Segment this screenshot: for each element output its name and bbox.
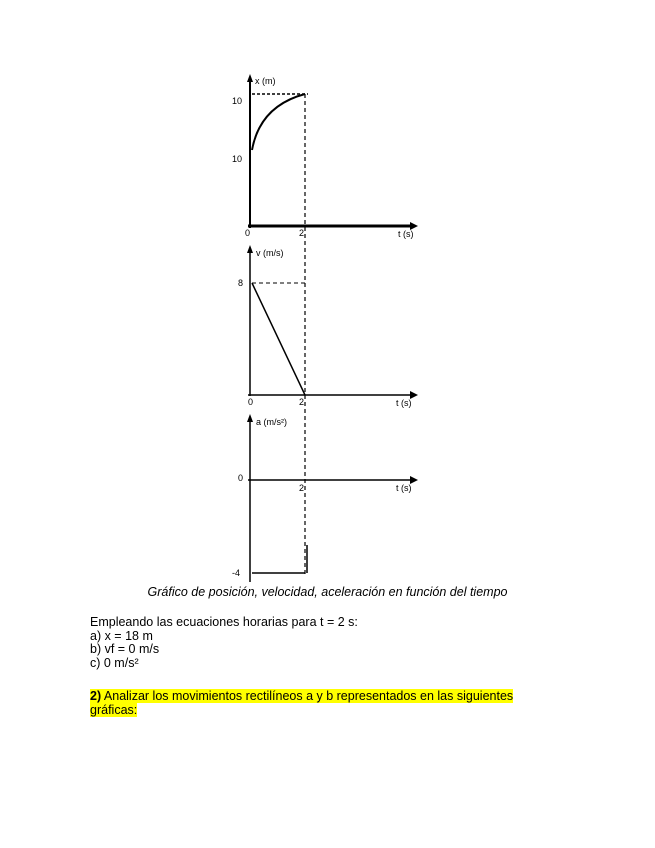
acceleration-xlabel: t (s) [396,483,412,493]
velocity-ytick-8: 8 [238,278,244,288]
answer-block [90,616,358,670]
answer-a: a) x = 18 m [90,628,153,643]
acceleration-ytick-neg4: -4 [232,568,241,578]
answer-c: c) 0 m/s² [90,655,139,670]
velocity-xtick-2: 2 [299,397,305,407]
problem-2-line2: gráficas: [90,702,138,717]
position-ytick-mid: 10 [232,154,243,164]
problem-2-number: 2) [90,689,102,703]
velocity-graph [238,245,418,408]
position-xtick-0: 0 [245,228,251,238]
position-xlabel: t (s) [398,229,414,239]
acceleration-graph [232,414,418,582]
position-curve [252,94,305,150]
position-xtick-2: 2 [299,228,305,238]
velocity-ylabel: v (m/s) [256,248,284,258]
position-ytick-top: 10 [232,96,243,106]
velocity-line [252,283,305,395]
problem-2-line1: Analizar los movimientos rectilíneos a y b representados en las siguientes [101,689,514,703]
answer-b: b) vf = 0 m/s [90,642,160,656]
answer-intro: Empleando las ecuaciones horarias para t = 2 s: [90,615,358,629]
figure-caption: Gráfico de posición, velocidad, aceleración en función del tiempo [147,585,508,599]
acceleration-ytick-0: 0 [238,473,244,483]
acceleration-xtick-2: 2 [299,483,305,493]
velocity-xtick-0: 0 [248,397,254,407]
velocity-xlabel: t (s) [396,398,412,408]
position-ylabel: x (m) [255,76,276,86]
acceleration-y-arrow [247,414,253,422]
velocity-y-arrow [247,245,253,253]
position-y-arrow [247,74,253,82]
problem-2 [90,690,513,717]
position-graph [232,74,418,239]
acceleration-ylabel: a (m/s²) [256,417,287,427]
